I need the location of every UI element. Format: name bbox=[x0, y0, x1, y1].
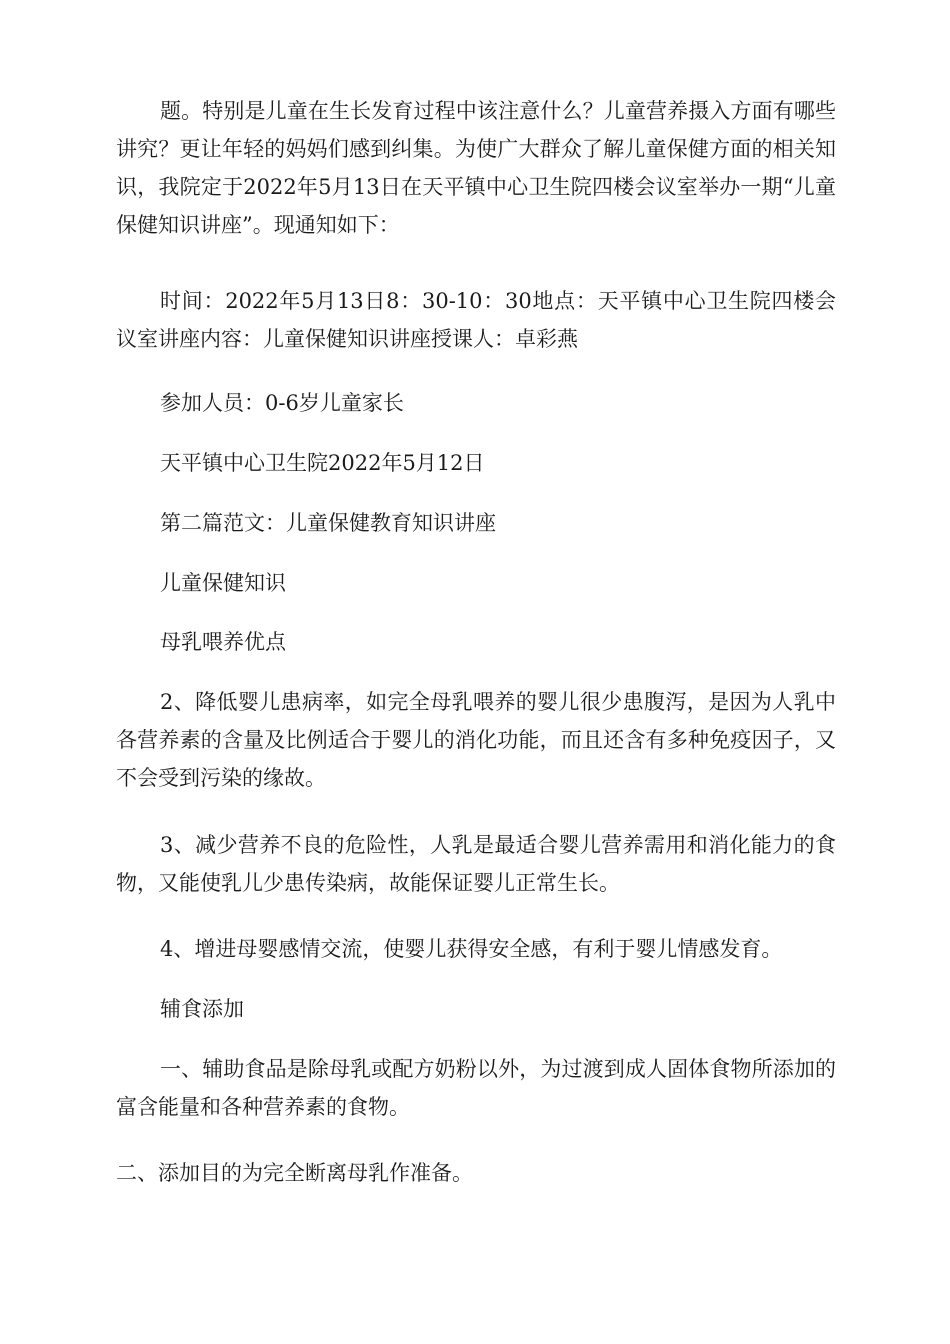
heading-breastfeeding: 母乳喂养优点 bbox=[160, 630, 286, 654]
paragraph-item-2: 二、添加目的为完全断离母乳作准备。 bbox=[116, 1161, 473, 1185]
paragraph-point-4: 4、增进母婴感情交流，使婴儿获得安全感，有利于婴儿情感发育。 bbox=[160, 937, 783, 961]
paragraph-participants: 参加人员：0-6岁儿童家长 bbox=[160, 391, 404, 415]
paragraph-signature: 天平镇中心卫生院2022年5月12日 bbox=[160, 451, 485, 475]
paragraph-schedule: 时间：2022年5月13日8：30-10：30地点：天平镇中心卫生院四楼会议室讲座内容：儿童保健知识讲座授课人：卓彩燕 bbox=[116, 289, 836, 351]
paragraph-intro: 题。特别是儿童在生长发育过程中该注意什么？儿童营养摄入方面有哪些讲究？更让年轻的妈妈们感到纠集。为使广大群众了解儿童保健方面的相关知识，我院定于2022年5月13日在天平镇中心卫生院四楼会议室举办一期“儿童保健知识讲座”。现通知如下： bbox=[116, 99, 836, 237]
paragraph-point-3: 3、减少营养不良的危险性，人乳是最适合婴儿营养需用和消化能力的食物，又能使乳儿少患传染病，故能保证婴儿正常生长。 bbox=[116, 833, 836, 895]
paragraph-item-1: 一、辅助食品是除母乳或配方奶粉以外，为过渡到成人固体食物所添加的富含能量和各种营养素的食物。 bbox=[116, 1057, 836, 1119]
heading-complementary-food: 辅食添加 bbox=[160, 997, 244, 1021]
paragraph-point-2: 2、降低婴儿患病率，如完全母乳喂养的婴儿很少患腹泻，是因为人乳中各营养素的含量及比例适合于婴儿的消化功能，而且还含有多种免疫因子，又不会受到污染的缘故。 bbox=[116, 690, 836, 790]
heading-child-health: 儿童保健知识 bbox=[160, 571, 286, 595]
paragraph-second-article-title: 第二篇范文：儿童保健教育知识讲座 bbox=[160, 511, 496, 535]
